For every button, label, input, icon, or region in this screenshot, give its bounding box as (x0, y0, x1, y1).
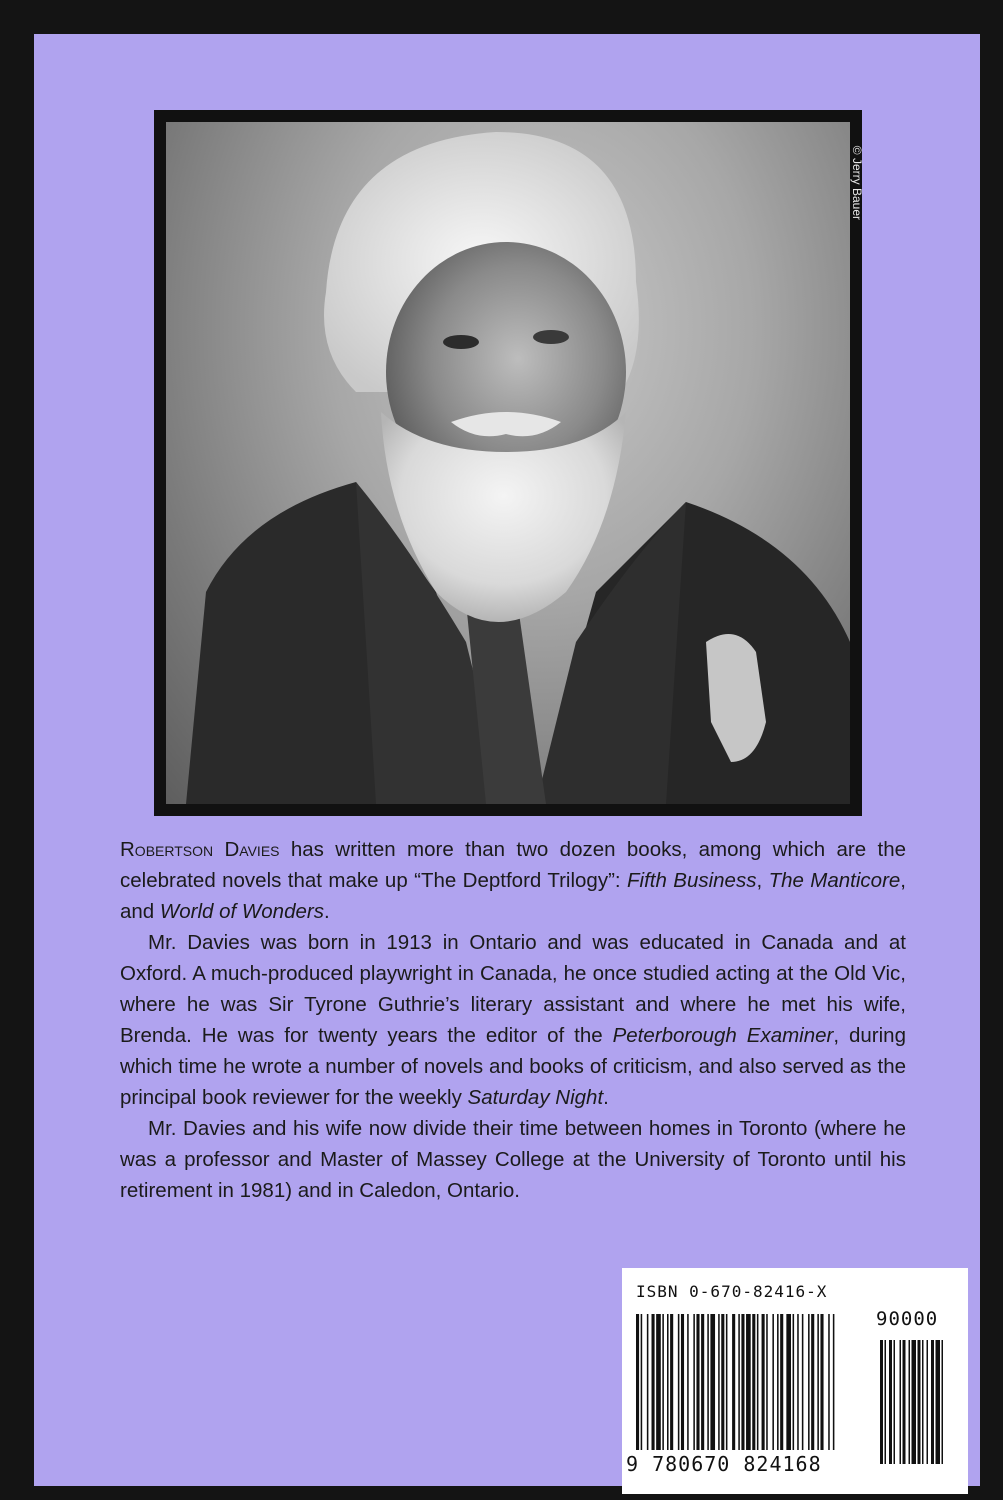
photo-credit: © Jerry Bauer (850, 145, 864, 220)
author-photo-frame (154, 110, 862, 816)
barcode-icon (636, 1314, 966, 1464)
book-title: World of Wonders (159, 900, 324, 923)
barcode-box (622, 1268, 968, 1494)
bio-text: has written more than two dozen books, among which are the celebrated novels that make up “The Deptford Trilogy”: (120, 838, 906, 892)
bio-text: , (756, 869, 769, 892)
bio-text: , and (120, 869, 906, 923)
bio-text: . (323, 900, 330, 923)
back-cover (34, 34, 980, 1486)
barcode-addon-number: 90000 (876, 1308, 939, 1330)
author-photo (166, 122, 850, 804)
bio-text: Mr. Davies was born in 1913 in Ontario and was educated in Canada and at Oxford. A much-produced playwright in Canada, he once studied acting at the Old Vic, where he was Sir Tyrone Guthrie’s literary assistant and where he met his wife, Brenda. He was for twenty years the editor of the (120, 931, 906, 1047)
barcode-number: 9 780670 824168 (626, 1452, 822, 1476)
publication-title: Saturday Night (467, 1086, 604, 1109)
book-title: The Manticore (768, 869, 901, 892)
isbn-label: ISBN 0-670-82416-X (636, 1282, 828, 1301)
author-bio (120, 834, 906, 1206)
author-name: Robertson Davies (120, 838, 280, 861)
bio-text: Mr. Davies and his wife now divide their time between homes in Toronto (where he was a professor and Master of Massey College at the University of Toronto until his retirement in 1981) and in Caledon, Ontario. (120, 1117, 906, 1202)
book-title: Fifth Business (627, 869, 757, 892)
bio-paragraph-2 (120, 927, 906, 1113)
author-portrait-illustration (166, 122, 850, 804)
bio-text: , during which time he wrote a number of novels and books of criticism, and also served as the principal book reviewer for the weekly (120, 1024, 906, 1109)
bio-text: . (603, 1086, 609, 1109)
bio-paragraph-3 (120, 1113, 906, 1206)
bio-paragraph-1 (120, 834, 906, 927)
publication-title: Peterborough Examiner (612, 1024, 834, 1047)
